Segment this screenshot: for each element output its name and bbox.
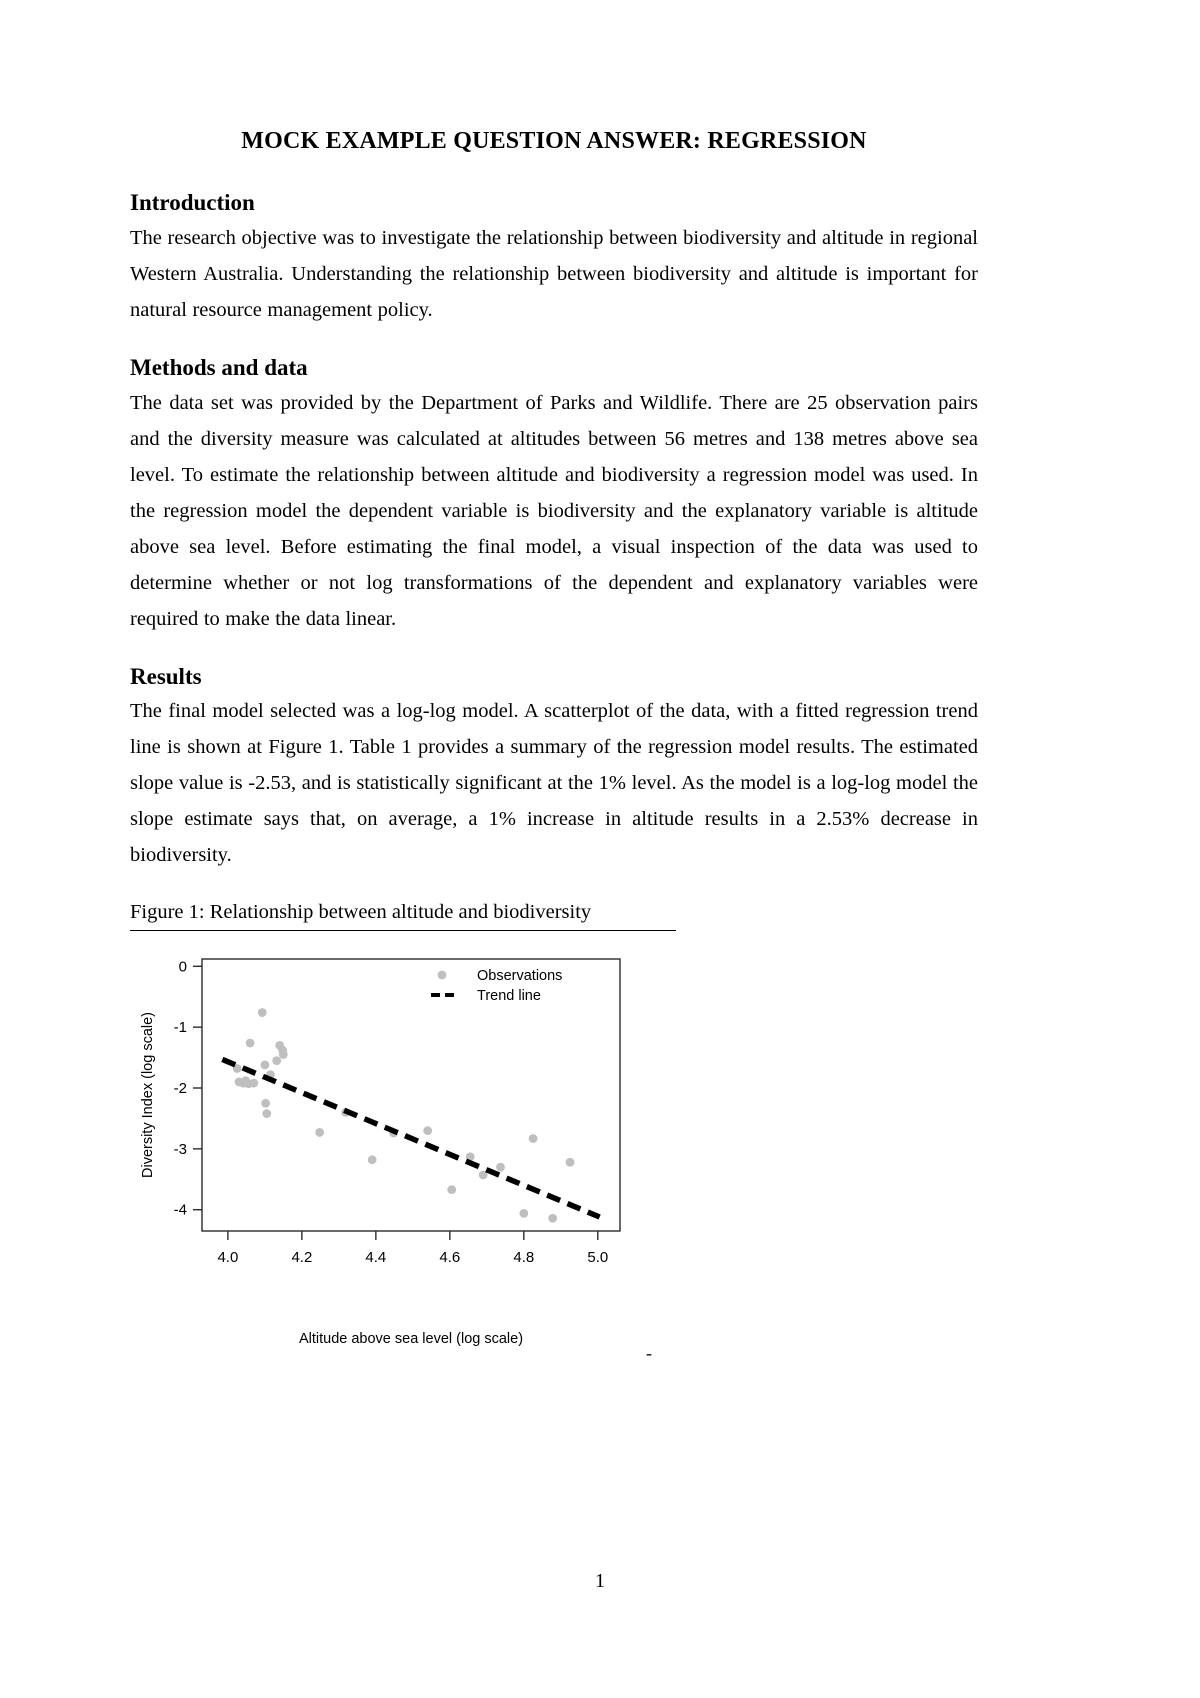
scatter-point <box>447 1185 456 1194</box>
scatter-point <box>249 1079 258 1088</box>
x-axis-title: Altitude above sea level (log scale) <box>298 1331 524 1348</box>
y-axis-tick-label: -3 <box>173 1141 187 1159</box>
page-number: 1 <box>595 1570 605 1592</box>
section-heading-introduction: Introduction <box>130 190 255 215</box>
figure-caption: Figure 1: Relationship between altitude and biodiversity <box>130 897 676 931</box>
section-body-results: The final model selected was a log-log model. A scatterplot of the data, with a fitted regression trend line is shown at Figure 1. Table 1 provides a summary of the regression model results. The estimated slope value is -2.53, and is statistically significant at the 1% level. As the model is a log-log model the slope estimate says that, on average, a 1% increase in altitude results in a 2.53% decrease in biodiversity. <box>130 700 978 867</box>
scatter-point <box>496 1163 505 1172</box>
scatter-point <box>261 1099 270 1108</box>
x-axis <box>217 1231 608 1266</box>
scatter-point <box>368 1156 377 1165</box>
legend-label-observations: Observations <box>477 968 563 985</box>
figure-1-scatterplot <box>130 945 690 1375</box>
page-title: MOCK EXAMPLE QUESTION ANSWER: REGRESSION <box>241 128 867 154</box>
legend-observations-marker <box>438 971 447 980</box>
y-axis-title: Diversity Index (log scale) <box>140 1012 156 1179</box>
x-axis-tick-label: 4.6 <box>439 1249 461 1267</box>
section-body-methods-and-data: The data set was provided by the Department of Parks and Wildlife. There are 25 observation pairs and the diversity measure was calculated at altitudes between 56 metres and 138 metres above sea level. To estimate the relationship between altitude and biodiversity a regression model was used. In the regression model the dependent variable is biodiversity and the explanatory variable is altitude above sea level. Before estimating the final model, a visual inspection of the data was used to determine whether or not log transformations of the dependent and explanatory variables were required to make the data linear. <box>130 391 978 630</box>
x-axis-tick-label: 4.4 <box>365 1249 387 1267</box>
scatter-point <box>258 1008 267 1017</box>
y-axis <box>174 959 202 1219</box>
y-axis-tick-label: -4 <box>173 1201 187 1219</box>
document-content <box>130 128 978 1375</box>
plot-area-border <box>202 959 620 1231</box>
x-axis-tick-label: 5.0 <box>587 1249 609 1267</box>
y-axis-tick-label: -1 <box>173 1019 187 1037</box>
scatter-point <box>529 1134 538 1143</box>
section-heading-methods-and-data: Methods and data <box>130 354 308 380</box>
scatter-point <box>272 1056 281 1065</box>
scatter-point <box>315 1128 324 1137</box>
x-axis-tick-label: 4.0 <box>217 1249 239 1267</box>
scatter-point <box>260 1061 269 1070</box>
y-axis-tick-label: -2 <box>173 1080 187 1098</box>
y-axis-tick-label: 0 <box>178 958 187 976</box>
scatter-point <box>246 1039 255 1048</box>
x-axis-tick-label: 4.2 <box>291 1249 313 1267</box>
section-heading-results: Results <box>130 663 202 689</box>
legend-label-trend-line: Trend line <box>477 988 541 1005</box>
trailing-dash-mark: - <box>646 1343 652 1364</box>
scatter-point <box>262 1109 271 1118</box>
scatter-point <box>423 1126 432 1135</box>
scatter-point <box>519 1209 528 1218</box>
x-axis-tick-label: 4.8 <box>513 1249 535 1267</box>
section-body-introduction: The research objective was to investigate the relationship between biodiversity and altitude in regional Western Australia. Understanding the relationship between biodiversity and altitude is important for natural resource management policy. <box>130 226 978 321</box>
scatterplot-svg <box>130 945 690 1375</box>
figure-caption-container <box>130 897 676 931</box>
scatter-point <box>566 1158 575 1167</box>
scatter-point <box>548 1214 557 1223</box>
scatter-point <box>279 1050 288 1059</box>
